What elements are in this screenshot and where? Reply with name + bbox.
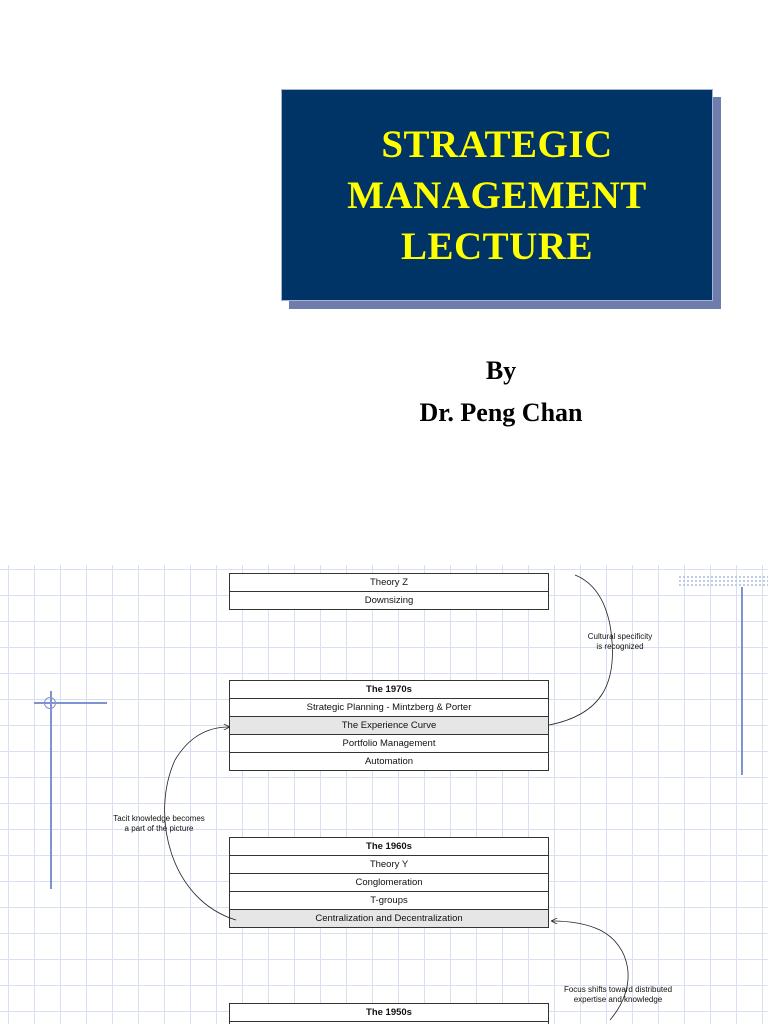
table-cell: Conglomeration <box>230 874 549 892</box>
note-line: Focus shifts toward distributed <box>563 985 673 994</box>
title-line-1: STRATEGIC <box>381 122 613 166</box>
by-label: By <box>485 356 517 385</box>
note-line: expertise and knowledge <box>573 995 663 1004</box>
arrow-centralization-to-experience <box>165 727 236 920</box>
table-header: The 1950s <box>230 1004 549 1022</box>
note-line: is recognized <box>596 642 644 651</box>
note-line: Cultural specificity <box>587 632 653 641</box>
note-line: Tacit knowledge becomes <box>113 814 205 823</box>
arrow-experience-to-theory-z <box>549 575 612 725</box>
title-box <box>281 89 713 301</box>
timeline-slide <box>0 565 768 1024</box>
title-line-2: MANAGEMENT <box>347 173 647 217</box>
table-cell: Portfolio Management <box>230 735 549 753</box>
table-cell: T-groups <box>230 892 549 910</box>
note-line: a part of the picture <box>124 824 194 833</box>
table-header: The 1960s <box>230 838 549 856</box>
table-header: The 1970s <box>230 681 549 699</box>
arrow-1950s-to-centralization <box>552 921 628 1020</box>
author-block <box>370 350 632 434</box>
table-cell-highlighted: The Experience Curve <box>230 717 549 735</box>
slide-title <box>347 119 647 272</box>
connector-arrows <box>0 565 768 1024</box>
title-line-3: LECTURE <box>400 224 594 268</box>
table-cell: Theory Z <box>230 574 549 592</box>
author-name: Dr. Peng Chan <box>419 398 583 427</box>
table-cell: Downsizing <box>230 592 549 610</box>
table-cell-highlighted: Centralization and Decentralization <box>230 910 549 928</box>
table-cell: Strategic Planning - Mintzberg & Porter <box>230 699 549 717</box>
table-cell: Theory Y <box>230 856 549 874</box>
table-cell: Automation <box>230 753 549 771</box>
